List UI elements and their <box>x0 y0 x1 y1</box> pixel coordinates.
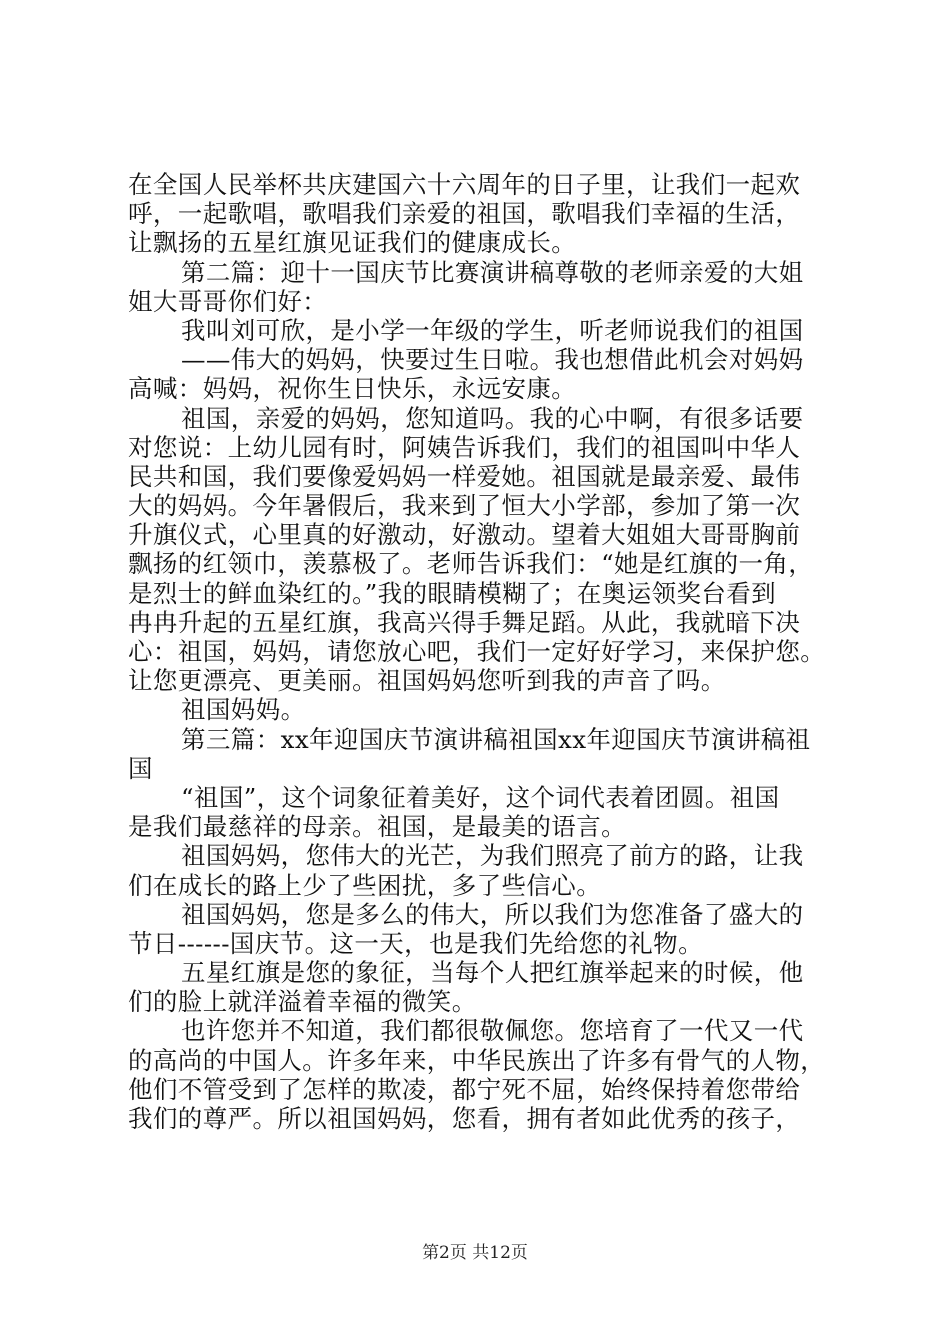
text-line: 五星红旗是您的象征，当每个人把红旗举起来的时候，他 <box>181 958 804 988</box>
text-line: 我叫刘可欣，是小学一年级的学生，听老师说我们的祖国 <box>181 315 804 345</box>
text-line: 让您更漂亮、更美丽。祖国妈妈您听到我的声音了吗。 <box>128 666 726 696</box>
text-line: 祖国妈妈，您伟大的光芒，为我们照亮了前方的路，让我 <box>181 841 804 871</box>
text-line: 国 <box>128 753 153 783</box>
paragraph <box>128 783 834 841</box>
page-number-label: 第2页 共12页 <box>422 1243 528 1263</box>
text-line: 第二篇：迎十一国庆节比赛演讲稿尊敬的老师亲爱的大姐 <box>181 257 804 287</box>
paragraph <box>128 695 834 724</box>
text-line: “祖国”，这个词象征着美好，这个词代表着团圆。祖国 <box>181 782 780 812</box>
text-line: 姐大哥哥你们好： <box>128 286 328 316</box>
text-line: 祖国妈妈。 <box>181 695 306 725</box>
text-line: 让飘扬的五星红旗见证我们的健康成长。 <box>128 228 577 258</box>
paragraph <box>128 1016 834 1133</box>
text-line: 飘扬的红领巾，羡慕极了。老师告诉我们：“她是红旗的一角， <box>128 549 814 579</box>
text-line: 民共和国，我们要像爱妈妈一样爱她。祖国就是最亲爱、最伟 <box>128 461 801 491</box>
text-line: 升旗仪式，心里真的好激动，好激动。望着大姐姐大哥哥胸前 <box>128 520 801 550</box>
page-footer <box>0 1243 950 1263</box>
text-line: 节日------国庆节。这一天，也是我们先给您的礼物。 <box>128 928 703 958</box>
text-line: 对您说：上幼儿园有时，阿姨告诉我们，我们的祖国叫中华人 <box>128 432 801 462</box>
text-line: 大的妈妈。今年暑假后，我来到了恒大小学部，参加了第一次 <box>128 491 801 521</box>
text-line: 是烈士的鲜血染红的。”我的眼睛模糊了；在奥运领奖台看到 <box>128 578 777 608</box>
text-line: 心：祖国，妈妈，请您放心吧，我们一定好好学习，来保护您。 <box>128 637 826 666</box>
text-line: 第三篇：xx年迎国庆节演讲稿祖国xx年迎国庆节演讲稿祖 <box>181 724 811 754</box>
text-line: 的高尚的中国人。许多年来，中华民族出了许多有骨气的人物， <box>128 1045 826 1075</box>
text-line: 是我们最慈祥的母亲。祖国，是最美的语言。 <box>128 812 626 842</box>
paragraph <box>128 900 834 958</box>
text-line: 也许您并不知道，我们都很敬佩您。您培育了一代又一代 <box>181 1016 804 1046</box>
text-line: 冉冉升起的五星红旗，我高兴得手舞足蹈。从此，我就暗下决 <box>128 607 801 637</box>
paragraph <box>128 170 834 258</box>
paragraph <box>128 404 834 696</box>
document-body <box>128 170 834 1133</box>
paragraph <box>128 841 834 899</box>
text-line: 们的脸上就洋溢着幸福的微笑。 <box>128 987 477 1017</box>
text-line: 在全国人民举杯共庆建国六十六周年的日子里，让我们一起欢 <box>128 170 801 199</box>
paragraph <box>128 316 834 345</box>
text-line: 祖国妈妈，您是多么的伟大，所以我们为您准备了盛大的 <box>181 899 804 929</box>
text-line: 我们的尊严。所以祖国妈妈，您看，拥有者如此优秀的孩子， <box>128 1104 801 1133</box>
text-line: 们在成长的路上少了些困扰，多了些信心。 <box>128 870 602 900</box>
paragraph <box>128 258 834 316</box>
text-line: 祖国，亲爱的妈妈，您知道吗。我的心中啊，有很多话要 <box>181 403 804 433</box>
text-line: 高喊：妈妈，祝你生日快乐，永远安康。 <box>128 374 577 404</box>
paragraph <box>128 725 834 783</box>
text-line: 呼，一起歌唱，歌唱我们亲爱的祖国，歌唱我们幸福的生活， <box>128 199 801 229</box>
text-line: ——伟大的妈妈，快要过生日啦。我也想借此机会对妈妈 <box>181 345 804 375</box>
text-line: 他们不管受到了怎样的欺凌，都宁死不屈，始终保持着您带给 <box>128 1074 801 1104</box>
paragraph <box>128 958 834 1016</box>
paragraph <box>128 345 834 403</box>
